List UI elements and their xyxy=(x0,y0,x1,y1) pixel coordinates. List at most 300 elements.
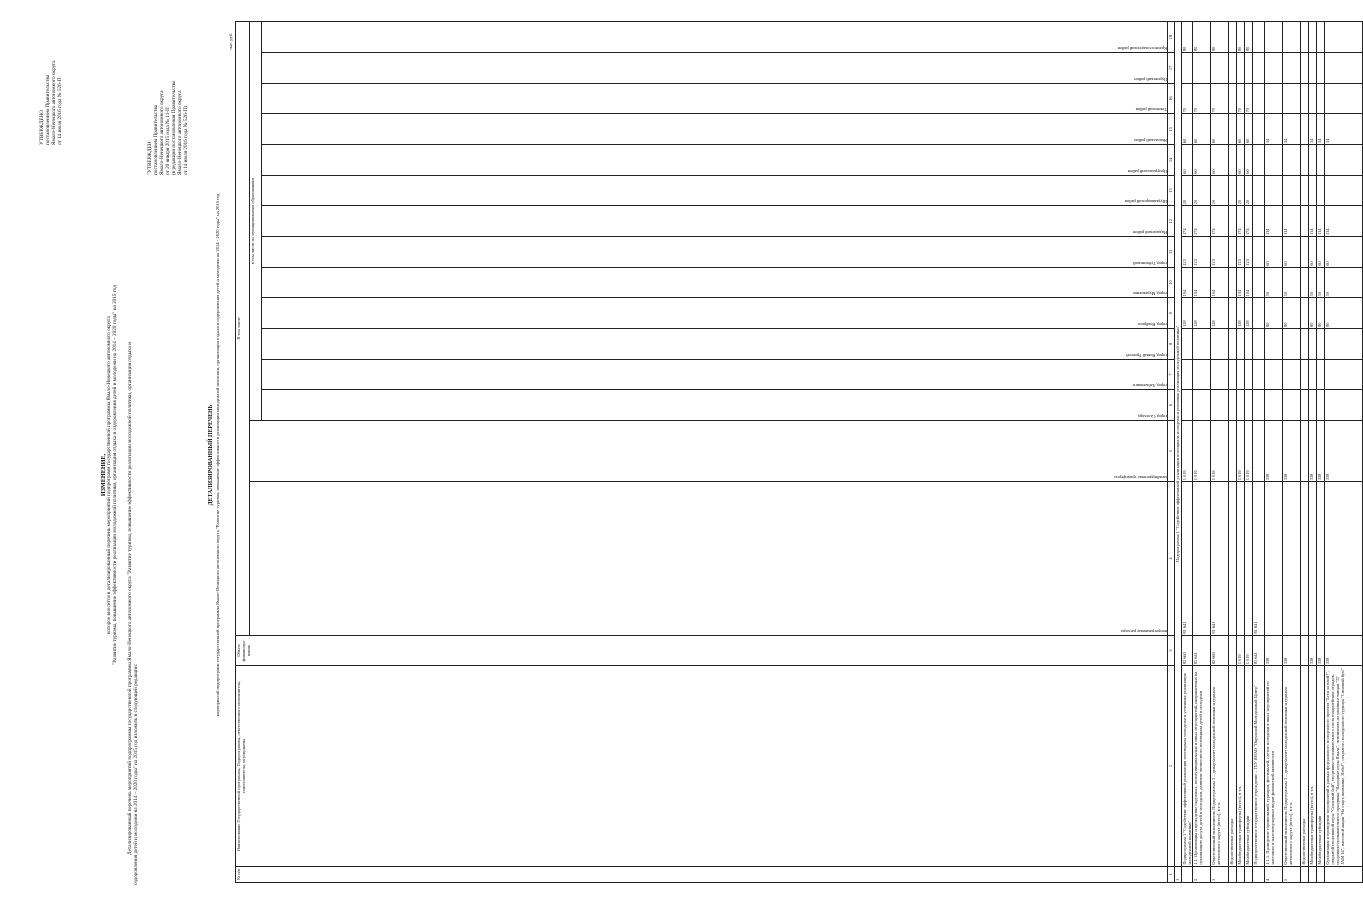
table-row xyxy=(1229,22,1237,883)
column-number: 4 xyxy=(1168,482,1175,635)
header-no: № п/п xyxy=(236,866,1168,882)
header-municipality xyxy=(262,206,1168,237)
row-municipality-value xyxy=(1237,329,1245,360)
row-name: Организация и проведение мероприятий в рамках федерального молодежного проекта "Беги за мной!", открытой спортивной игры "Снежный бой", спортивно-познавательного слета юнармейских отрядов, спортивно-познавательного праздника "Народные игры Ямала", чемпионата по уличным танцам "IT JAM 14", массовой акции "На старт, внимание, Небо!", открытого молодежного турнира "Снежный бум" xyxy=(1325,666,1363,866)
row-number xyxy=(1182,866,1193,882)
row-municipality-value: 20 xyxy=(1182,175,1193,206)
row-municipality-value xyxy=(1325,22,1363,53)
row-municipality-value: 123 xyxy=(1193,237,1211,268)
header-vtom-mo: в том числе по муниципальным образованиям xyxy=(250,22,262,421)
approval1-line: УТВЕРЖДЕНО xyxy=(39,109,45,145)
subprogram-row xyxy=(1175,22,1182,883)
row-municipality-value xyxy=(1325,359,1363,390)
row-municipality-value xyxy=(1317,83,1325,114)
row-municipality-value: 104 xyxy=(1237,267,1245,298)
paragraph-line: Детализированный перечень мероприятий подпрограммы государственной программы Ямало-Ненецкого автономного округа "Развитие туризма, повышение эффективности реализации молодежной политики, организация отдыха и xyxy=(127,341,133,855)
row-municipality-value xyxy=(1253,53,1265,84)
row-municipality-value xyxy=(1283,329,1301,360)
row-municipality-value xyxy=(1229,329,1237,360)
row-municipality-value: 20 xyxy=(1193,175,1211,206)
row-municipality-value xyxy=(1301,22,1309,53)
row-transfers xyxy=(1229,420,1237,481)
row-nonprogram: 81 641 xyxy=(1211,482,1229,635)
row-volume: 81 641 xyxy=(1253,635,1265,666)
row-municipality-value: 60 xyxy=(1245,114,1253,145)
table-row xyxy=(1253,22,1265,883)
row-nonprogram xyxy=(1237,482,1245,635)
row-municipality-value: 114 xyxy=(1317,206,1325,237)
row-municipality-value xyxy=(1211,53,1229,84)
row-municipality-value: 114 xyxy=(1283,206,1301,237)
table-row xyxy=(1182,22,1193,883)
row-municipality-value xyxy=(1309,390,1317,421)
row-municipality-value: 70 xyxy=(1193,83,1211,114)
row-volume: 338 xyxy=(1317,635,1325,666)
row-municipality-value: 128 xyxy=(1237,298,1245,329)
row-municipality-value xyxy=(1193,53,1211,84)
row-municipality-value xyxy=(1317,22,1325,53)
approval2-line: Ямало-Ненецкого автономного округа xyxy=(176,90,183,175)
paragraph-line: оздоровления детей и молодежи на 2014 – 2020 годы" на 2015 год изложить в следующей редакции: xyxy=(132,663,139,885)
row-municipality-value xyxy=(1317,175,1325,206)
row-municipality-value xyxy=(1229,267,1237,298)
approval2-line: от 14 июля 2016 года № 526-П) xyxy=(182,106,189,175)
row-nonprogram xyxy=(1283,482,1301,635)
row-municipality-value: 80 xyxy=(1265,298,1283,329)
row-municipality-value: 70 xyxy=(1245,83,1253,114)
row-municipality-value: 70 xyxy=(1182,83,1193,114)
approval-block-1 xyxy=(40,61,64,146)
row-municipality-value xyxy=(1301,206,1309,237)
row-municipality-value xyxy=(1309,53,1317,84)
row-municipality-value: 60 xyxy=(1193,145,1211,176)
row-municipality-value xyxy=(1265,175,1283,206)
row-municipality-value xyxy=(1253,329,1265,360)
list-title-block xyxy=(208,25,220,885)
row-municipality-value xyxy=(1309,145,1317,176)
row-municipality-value: 50 xyxy=(1283,267,1301,298)
row-municipality-value xyxy=(1283,145,1301,176)
header-nonprogram xyxy=(250,482,1168,635)
approval2-line: постановлением Правительства xyxy=(152,104,159,175)
table-row xyxy=(1309,22,1317,883)
row-number: 5 xyxy=(1283,866,1301,882)
row-name: Ответственный исполнитель Подпрограммы 1 – департамент молодежной политики и туризма автономного округа (всего), в т.ч. xyxy=(1283,666,1301,866)
row-municipality-value: 128 xyxy=(1193,298,1211,329)
row-municipality-value: 174 xyxy=(1211,206,1229,237)
row-transfers: 338 xyxy=(1317,420,1325,481)
row-number: 1 xyxy=(1175,866,1182,882)
row-municipality-value xyxy=(1253,175,1265,206)
row-municipality-value xyxy=(1317,390,1325,421)
row-municipality-value xyxy=(1253,390,1265,421)
row-nonprogram xyxy=(1309,482,1317,635)
column-number: 17 xyxy=(1168,53,1175,84)
row-municipality-value: 50 xyxy=(1309,267,1317,298)
table-body xyxy=(1175,22,1363,883)
row-name: Ведомственные расходы xyxy=(1301,666,1309,866)
row-municipality-value xyxy=(1237,390,1245,421)
row-municipality-value: 20 xyxy=(1237,175,1245,206)
row-municipality-value: 80 xyxy=(1283,298,1301,329)
row-municipality-value xyxy=(1283,53,1301,84)
row-municipality-value: 80 xyxy=(1309,298,1317,329)
row-municipality-value: 104 xyxy=(1193,267,1211,298)
header-transfers-text: межбюджетные трансферты xyxy=(1114,475,1167,481)
approval1-line: Ямало-Ненецкого автономного округа xyxy=(50,60,57,145)
row-municipality-value: 123 xyxy=(1237,237,1245,268)
row-municipality-value xyxy=(1283,22,1301,53)
row-municipality-value xyxy=(1253,145,1265,176)
row-municipality-value xyxy=(1211,329,1229,360)
row-municipality-value: 104 xyxy=(1211,267,1229,298)
row-municipality-value: 174 xyxy=(1182,206,1193,237)
row-municipality-value: 34 xyxy=(1265,114,1283,145)
row-municipality-value xyxy=(1182,53,1193,84)
approval1-line: от 14 июля 2016 года № 526-П xyxy=(56,77,63,145)
row-municipality-value xyxy=(1211,359,1229,390)
row-volume xyxy=(1301,635,1309,666)
row-volume: 82 660 xyxy=(1182,635,1193,666)
header-municipality xyxy=(262,237,1168,268)
row-municipality-value: 80 xyxy=(1211,22,1229,53)
row-municipality-value xyxy=(1301,298,1309,329)
list-subtitle: мероприятий подпрограмм государственной программы Ямало-Ненецкого автономного округа "Развитие туризма, повышение эффективности реализации молодежной политики, организация отдыха и оздоровления детей и молодежи на 2014 - 2020 годы" на 2015 год xyxy=(214,193,220,717)
row-municipality-value xyxy=(1309,83,1317,114)
row-transfers: 338 xyxy=(1309,420,1317,481)
header-municipality-text: Шурышкарский район xyxy=(1124,199,1167,205)
row-municipality-value: 114 xyxy=(1309,206,1317,237)
row-municipality-value xyxy=(1229,83,1237,114)
row-municipality-value xyxy=(1301,175,1309,206)
row-name: Межбюджетные трансферты (всего), в т.ч. xyxy=(1309,666,1317,866)
header-municipality-text: город Лабытнанги xyxy=(1132,383,1167,389)
header-municipality xyxy=(262,390,1168,421)
row-municipality-value: 60 xyxy=(1309,237,1317,268)
row-municipality-value xyxy=(1245,359,1253,390)
header-municipality xyxy=(262,145,1168,176)
row-number xyxy=(1245,866,1253,882)
row-number xyxy=(1237,866,1245,882)
column-number: 6 xyxy=(1168,390,1175,421)
row-nonprogram: 81 641 xyxy=(1253,482,1265,635)
column-number: 1 xyxy=(1168,866,1175,882)
header-municipality-text: город Новый Уренгой xyxy=(1126,352,1167,358)
row-volume: 338 xyxy=(1309,635,1317,666)
row-municipality-value: 60 xyxy=(1211,145,1229,176)
row-municipality-value xyxy=(1309,22,1317,53)
change-paragraph xyxy=(128,25,140,885)
row-volume: 1 019 xyxy=(1237,635,1245,666)
table-row xyxy=(1245,22,1253,883)
column-number: 16 xyxy=(1168,83,1175,114)
approval1-line: постановлением Правительства xyxy=(44,74,51,145)
row-number xyxy=(1301,866,1309,882)
row-municipality-value xyxy=(1325,53,1363,84)
table-row xyxy=(1237,22,1245,883)
row-municipality-value xyxy=(1229,298,1237,329)
header-municipality xyxy=(262,267,1168,298)
row-municipality-value xyxy=(1253,267,1265,298)
header-municipality xyxy=(262,83,1168,114)
row-transfers: 1 019 xyxy=(1237,420,1245,481)
row-municipality-value xyxy=(1301,359,1309,390)
table-row xyxy=(1265,22,1283,883)
row-municipality-value: 60 xyxy=(1237,114,1245,145)
approval2-line: "УТВЕРЖДЕН xyxy=(147,141,153,175)
row-municipality-value: 60 xyxy=(1211,114,1229,145)
header-name: Наименование Государственной программы, Подпрограммы, ответственного исполнителя, соисполнителя, мероприятия xyxy=(236,666,1168,866)
row-municipality-value xyxy=(1325,145,1363,176)
row-number xyxy=(1317,866,1325,882)
column-number: 12 xyxy=(1168,206,1175,237)
row-number xyxy=(1325,866,1363,882)
row-transfers: 1 019 xyxy=(1193,420,1211,481)
row-municipality-value: 104 xyxy=(1182,267,1193,298)
row-municipality-value xyxy=(1309,359,1317,390)
row-name: Подведомственное государственное учреждение – ГБУ ЯНАО "Окружной Молодежный Центр" xyxy=(1253,666,1265,866)
row-municipality-value xyxy=(1229,145,1237,176)
row-municipality-value: 80 xyxy=(1317,298,1325,329)
row-municipality-value: 80 xyxy=(1245,22,1253,53)
row-municipality-value xyxy=(1237,359,1245,390)
row-volume: 81 641 xyxy=(1193,635,1211,666)
row-municipality-value xyxy=(1309,175,1317,206)
header-municipality-text: Пуровский район xyxy=(1134,76,1167,82)
row-volume: 82 660 xyxy=(1211,635,1229,666)
row-municipality-value xyxy=(1283,390,1301,421)
approval2-line: от 20 января 2015 года № 11-П xyxy=(164,107,171,175)
row-municipality-value: 60 xyxy=(1245,145,1253,176)
row-municipality-value: 70 xyxy=(1237,83,1245,114)
change-heading xyxy=(100,135,119,815)
row-municipality-value xyxy=(1301,390,1309,421)
row-name: Межбюджетные трансферты (всего), в т.ч. xyxy=(1237,666,1245,866)
row-transfers: 1 019 xyxy=(1182,420,1193,481)
row-municipality-value: 128 xyxy=(1211,298,1229,329)
row-municipality-value: 80 xyxy=(1182,22,1193,53)
row-municipality-value xyxy=(1229,237,1237,268)
heading-line: "Развитие туризма, повышение эффективности реализации молодежной политики, организация отдыха и оздоровления детей и молодежи на 2014 – 2020 годы" на 2015 год xyxy=(112,285,119,665)
header-municipality-text: город Салехард xyxy=(1138,413,1167,419)
row-volume: 338 xyxy=(1325,635,1363,666)
row-municipality-value xyxy=(1229,114,1237,145)
row-municipality-value: 114 xyxy=(1325,206,1363,237)
header-municipality-text: Надымский район xyxy=(1133,230,1167,236)
approval2-line: (в редакции постановления Правительства xyxy=(170,80,177,175)
row-name: Межбюджетные субсидии xyxy=(1317,666,1325,866)
row-municipality-value xyxy=(1301,83,1309,114)
row-name: Подпрограмма 1 "Содействие эффективной реализации потенциала молодежи и успешная реализация молодежной политики" xyxy=(1182,666,1193,866)
row-municipality-value xyxy=(1182,390,1193,421)
row-municipality-value xyxy=(1182,329,1193,360)
row-municipality-value xyxy=(1229,359,1237,390)
row-municipality-value: 34 xyxy=(1283,114,1301,145)
row-transfers: 338 xyxy=(1283,420,1301,481)
row-municipality-value xyxy=(1253,237,1265,268)
row-municipality-value xyxy=(1317,145,1325,176)
row-municipality-value xyxy=(1245,329,1253,360)
row-municipality-value xyxy=(1309,329,1317,360)
row-municipality-value: 34 xyxy=(1325,114,1363,145)
heading-title: ИЗМЕНЕНИЕ, xyxy=(100,453,107,497)
row-municipality-value: 70 xyxy=(1211,83,1229,114)
row-municipality-value xyxy=(1265,329,1283,360)
row-municipality-value xyxy=(1265,22,1283,53)
row-municipality-value: 60 xyxy=(1182,145,1193,176)
row-municipality-value: 34 xyxy=(1317,114,1325,145)
header-municipality-text: Ямальский район xyxy=(1134,138,1167,144)
row-municipality-value: 50 xyxy=(1325,267,1363,298)
row-municipality-value: 60 xyxy=(1193,114,1211,145)
row-municipality-value: 123 xyxy=(1245,237,1253,268)
row-nonprogram xyxy=(1245,482,1253,635)
header-transfers xyxy=(250,420,1168,481)
row-municipality-value xyxy=(1253,359,1265,390)
row-municipality-value: 80 xyxy=(1193,22,1211,53)
row-nonprogram xyxy=(1301,482,1309,635)
header-municipality xyxy=(262,53,1168,84)
row-municipality-value xyxy=(1229,390,1237,421)
column-number: 8 xyxy=(1168,329,1175,360)
row-municipality-value xyxy=(1283,359,1301,390)
row-municipality-value xyxy=(1265,53,1283,84)
row-municipality-value: 60 xyxy=(1283,237,1301,268)
row-number xyxy=(1229,866,1237,882)
row-nonprogram xyxy=(1317,482,1325,635)
row-number: 2 xyxy=(1193,866,1211,882)
row-name: 1.1.1. Проведение соревнований, турниров, фестивалей, слетов молодежи в иных мероприятий по массовым и малопопулярным видам физической активности xyxy=(1265,666,1283,866)
row-municipality-value: 114 xyxy=(1265,206,1283,237)
row-name: Ведомственные расходы xyxy=(1229,666,1237,866)
column-number: 15 xyxy=(1168,114,1175,145)
row-name: Межбюджетные субсидии xyxy=(1245,666,1253,866)
row-municipality-value: 20 xyxy=(1211,175,1229,206)
header-municipality xyxy=(262,359,1168,390)
row-municipality-value xyxy=(1325,390,1363,421)
row-number: 4 xyxy=(1265,866,1283,882)
row-municipality-value xyxy=(1325,83,1363,114)
column-number: 3 xyxy=(1168,635,1175,666)
row-transfers: 1 019 xyxy=(1245,420,1253,481)
row-nonprogram xyxy=(1265,482,1283,635)
row-municipality-value: 50 xyxy=(1265,267,1283,298)
row-municipality-value: 60 xyxy=(1317,237,1325,268)
row-municipality-value xyxy=(1229,53,1237,84)
row-transfers xyxy=(1301,420,1309,481)
row-municipality-value xyxy=(1265,145,1283,176)
row-municipality-value: 50 xyxy=(1317,267,1325,298)
column-number: 7 xyxy=(1168,359,1175,390)
row-municipality-value: 34 xyxy=(1309,114,1317,145)
table-row xyxy=(1317,22,1325,883)
row-municipality-value xyxy=(1229,175,1237,206)
row-municipality-value xyxy=(1317,53,1325,84)
row-municipality-value xyxy=(1265,83,1283,114)
table-row xyxy=(1283,22,1301,883)
header-volume: Объем финансиро-вания xyxy=(236,635,1168,666)
row-municipality-value: 80 xyxy=(1237,22,1245,53)
row-transfers: 338 xyxy=(1265,420,1283,481)
row-municipality-value xyxy=(1283,83,1301,114)
row-nonprogram xyxy=(1229,482,1237,635)
row-municipality-value: 104 xyxy=(1245,267,1253,298)
row-municipality-value xyxy=(1317,359,1325,390)
header-municipality xyxy=(262,329,1168,360)
row-municipality-value xyxy=(1265,390,1283,421)
column-number: 11 xyxy=(1168,237,1175,268)
row-transfers xyxy=(1253,420,1265,481)
row-municipality-value xyxy=(1253,83,1265,114)
row-municipality-value xyxy=(1253,22,1265,53)
table-row xyxy=(1193,22,1211,883)
table-row xyxy=(1211,22,1229,883)
column-number: 2 xyxy=(1168,666,1175,866)
row-municipality-value: 174 xyxy=(1245,206,1253,237)
row-municipality-value xyxy=(1301,145,1309,176)
row-number: 3 xyxy=(1211,866,1229,882)
column-number: 9 xyxy=(1168,298,1175,329)
units-label: тыс. руб. xyxy=(228,32,233,50)
column-number-row xyxy=(1168,22,1175,883)
row-municipality-value: 174 xyxy=(1193,206,1211,237)
row-nonprogram: 81 641 xyxy=(1182,482,1193,635)
row-municipality-value xyxy=(1193,359,1211,390)
table-row xyxy=(1301,22,1309,883)
header-municipality xyxy=(262,298,1168,329)
row-municipality-value: 60 xyxy=(1237,145,1245,176)
header-municipality-text: город Губкинский xyxy=(1133,260,1167,266)
row-municipality-value: 60 xyxy=(1182,114,1193,145)
row-nonprogram xyxy=(1325,482,1363,635)
row-municipality-value xyxy=(1237,53,1245,84)
table-row xyxy=(1325,22,1363,883)
row-municipality-value xyxy=(1301,114,1309,145)
row-number xyxy=(1253,866,1265,882)
row-municipality-value xyxy=(1253,114,1265,145)
row-municipality-value xyxy=(1229,206,1237,237)
row-municipality-value: 123 xyxy=(1182,237,1193,268)
row-municipality-value xyxy=(1301,237,1309,268)
row-name: 1.1. Организация и проведение окружных, межмуниципальных и иных мероприятий, направленных на организацию досуга детей и молодежи, развитие личностного потенциала детей и молодежи xyxy=(1193,666,1211,866)
header-municipality-text: Красноселькупский район xyxy=(1117,46,1167,52)
row-municipality-value: 20 xyxy=(1245,175,1253,206)
header-municipality-text: Приуральский район xyxy=(1127,168,1167,174)
row-municipality-value xyxy=(1325,175,1363,206)
row-municipality-value xyxy=(1245,390,1253,421)
header-municipality-text: город Ноябрьск xyxy=(1137,322,1167,327)
row-nonprogram xyxy=(1193,482,1211,635)
row-municipality-value xyxy=(1245,53,1253,84)
column-number: 18 xyxy=(1168,22,1175,53)
row-municipality-value xyxy=(1229,22,1237,53)
row-municipality-value: 123 xyxy=(1211,237,1229,268)
row-municipality-value xyxy=(1193,390,1211,421)
row-municipality-value xyxy=(1301,53,1309,84)
column-number: 13 xyxy=(1168,175,1175,206)
row-municipality-value: 60 xyxy=(1325,237,1363,268)
row-municipality-value xyxy=(1317,329,1325,360)
column-number: 10 xyxy=(1168,267,1175,298)
list-title: ДЕТАЛИЗИРОВАННЫЙ ПЕРЕЧЕНЬ xyxy=(208,404,214,506)
row-municipality-value: 128 xyxy=(1182,298,1193,329)
header-municipality-text: город Муравленко xyxy=(1132,291,1167,297)
header-municipality xyxy=(262,22,1168,53)
row-municipality-value xyxy=(1283,175,1301,206)
row-name: Ответственный исполнитель Подпрограммы 1 – департамент молодежной политики и туризма автономного округа (всего), в т.ч. xyxy=(1211,666,1229,866)
row-municipality-value xyxy=(1253,206,1265,237)
header-vtom: В том числе xyxy=(236,22,250,636)
